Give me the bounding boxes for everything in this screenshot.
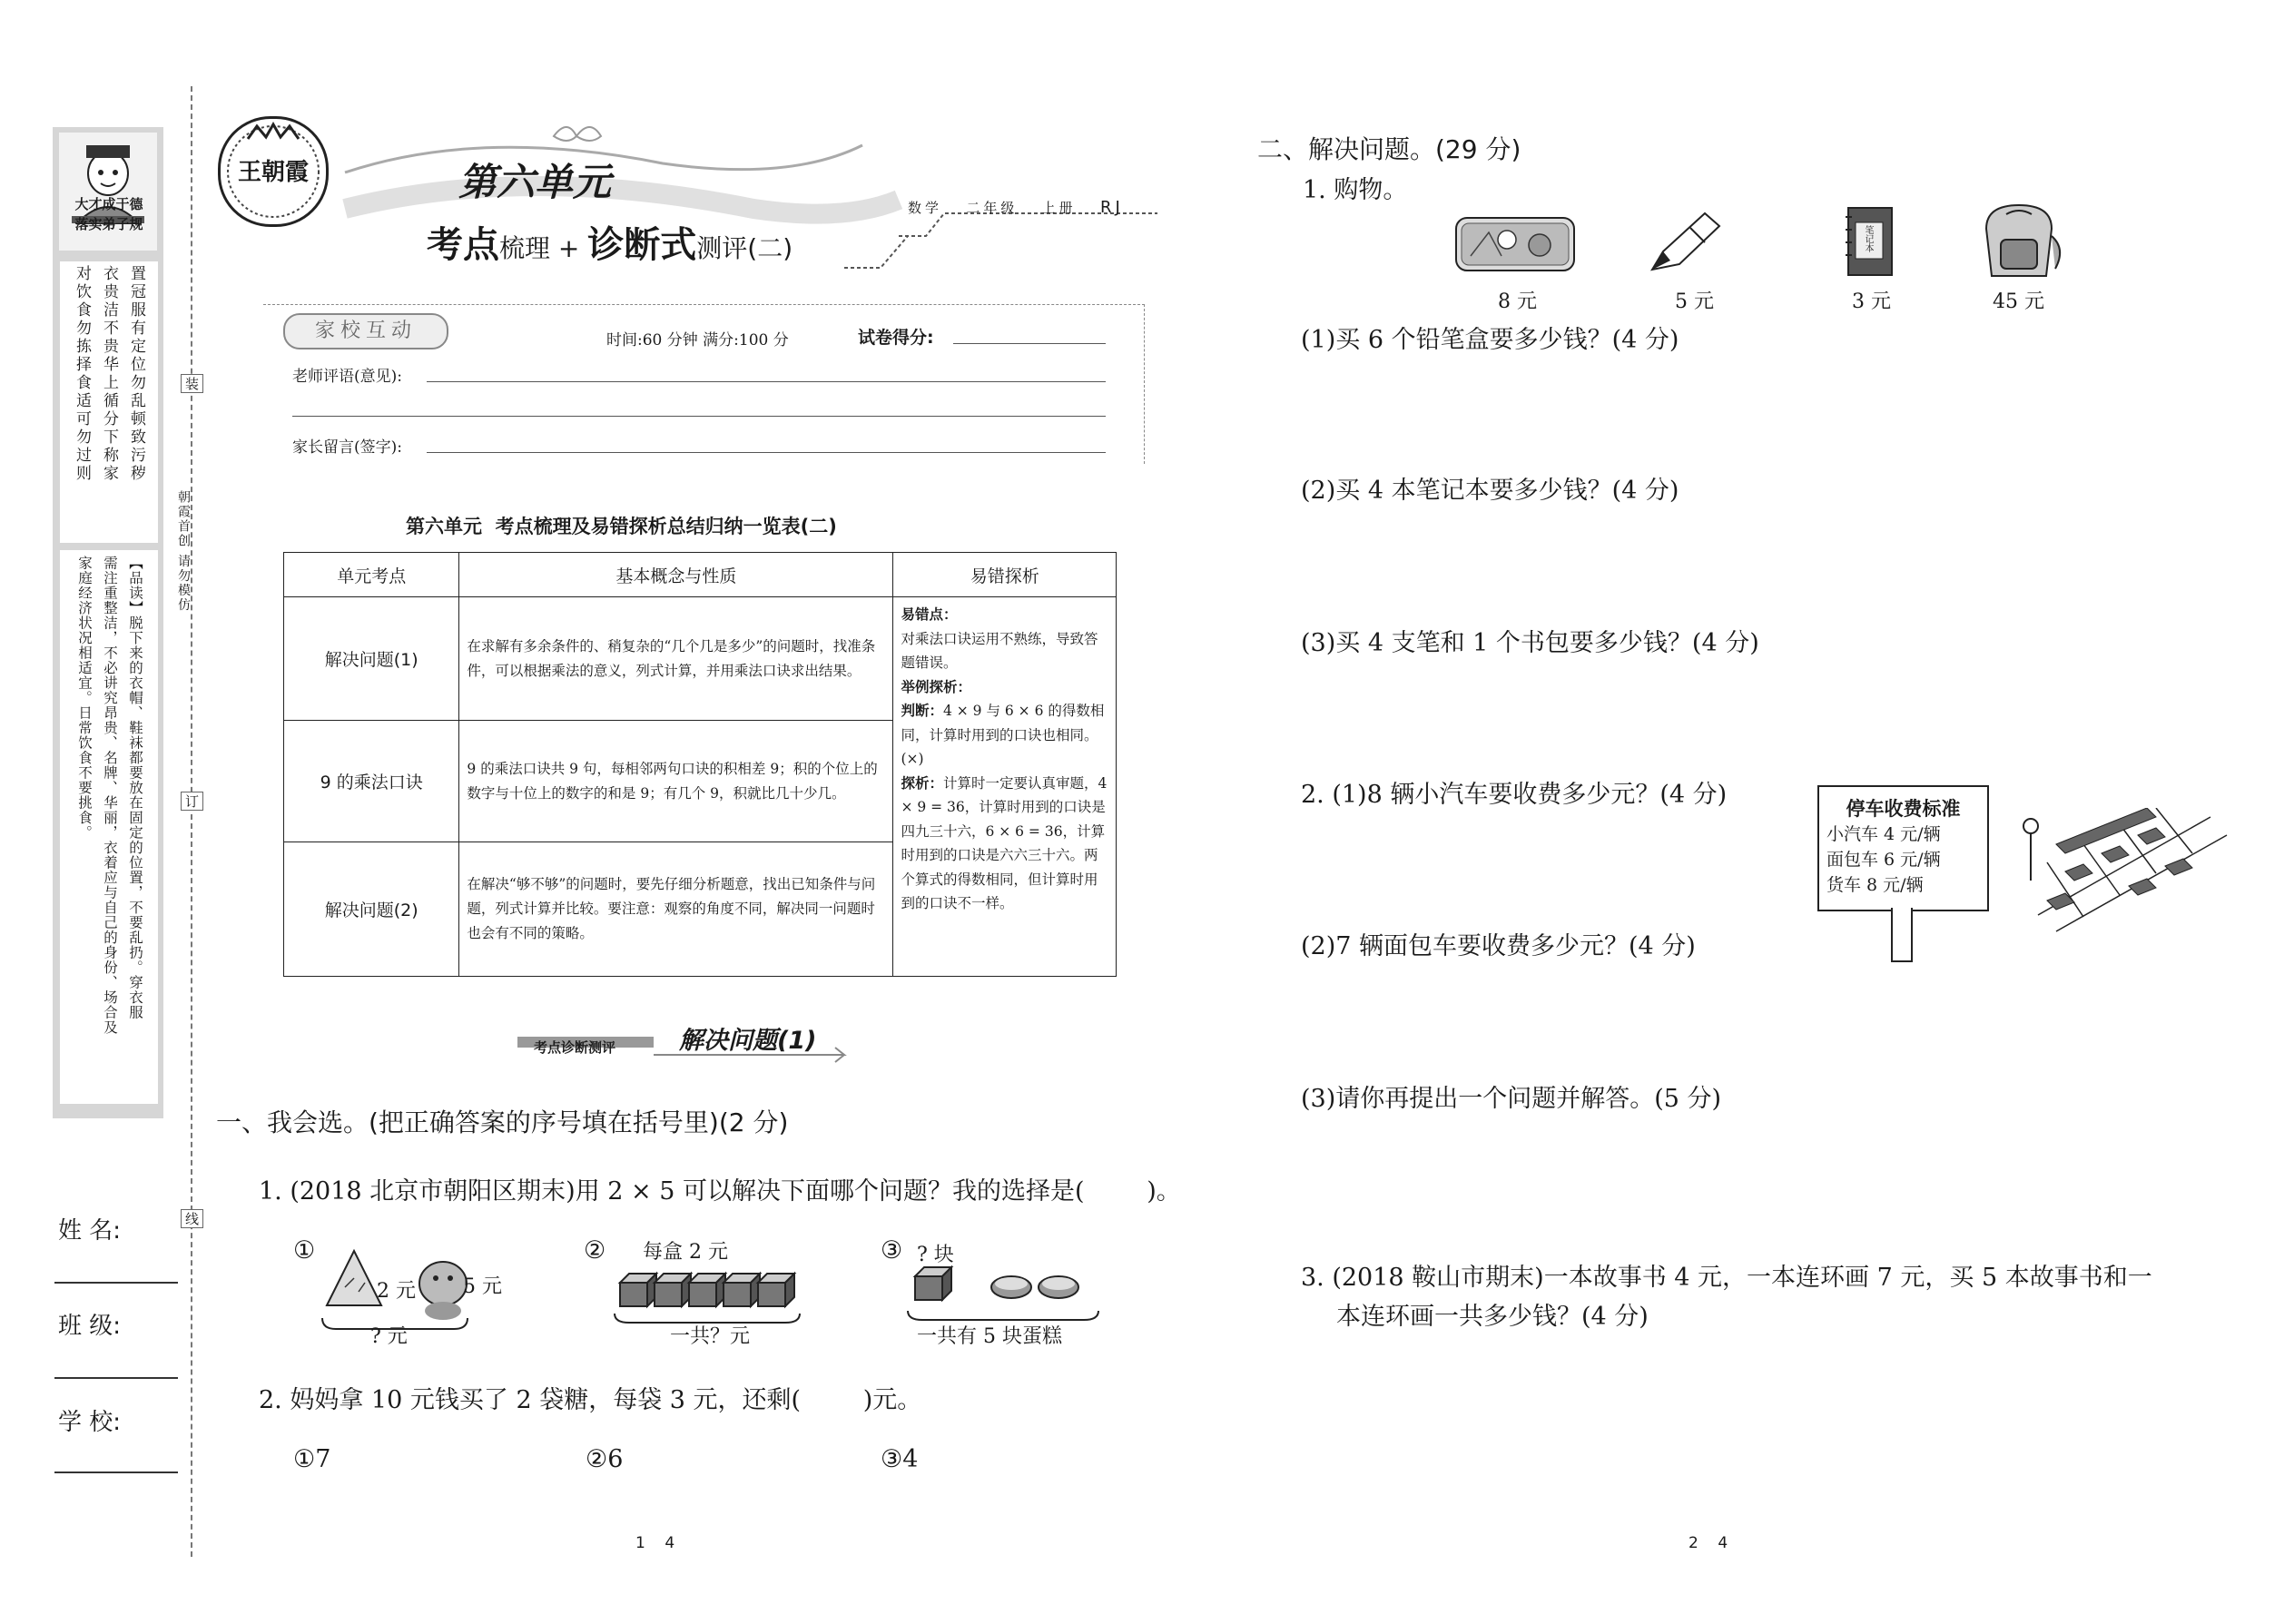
tag-edition: RJ xyxy=(1099,198,1124,217)
banner-title: 解决问题(1) xyxy=(679,1027,817,1055)
question-2-3: (3)请你再提出一个问题并解答。(5 分) xyxy=(1301,1085,1722,1113)
motto-bottom: 落实弟子规 xyxy=(74,216,143,232)
home-school-badge: 家校互动 xyxy=(283,313,448,349)
table-caption: 第六单元 考点梳理及易错探析总结归纳一览表(二) xyxy=(406,516,837,537)
section2-title: 二、解决问题。(29 分) xyxy=(1257,134,1521,164)
item-price: 3 元 xyxy=(1852,290,1891,313)
bind-mark-bottom: 线 xyxy=(181,1209,203,1228)
question-1-3: (3)买 4 支笔和 1 个书包要多少钱？(4 分) xyxy=(1301,629,1759,657)
cakes-icon xyxy=(906,1264,1115,1327)
parent-comment-field[interactable] xyxy=(427,452,1106,453)
table-concept: 在求解有多余条件的、稍复杂的“几个几是多少”的问题时，找准条件，可以根据乘法的意义，列式计算，并用乘法口诀求出结果。 xyxy=(459,597,893,721)
question-1-1: (1)买 6 个铅笔盒要多少钱？(4 分) xyxy=(1301,326,1679,354)
class-label: 班 级: xyxy=(58,1313,122,1340)
teacher-comment-line2[interactable] xyxy=(292,416,1106,417)
left-page-number: 1 4 xyxy=(635,1534,675,1552)
teacher-comment-label: 老师评语(意见): xyxy=(292,368,402,386)
brand-logo xyxy=(218,116,329,227)
question-3-line2: 本连环画一共多少钱？(4 分) xyxy=(1336,1303,1649,1331)
parking-fee-sign xyxy=(1817,785,1989,911)
error-analysis-cell xyxy=(893,597,1117,977)
fountain-pen-icon xyxy=(1643,204,1734,277)
question-1: 1. (2018 北京市朝阳区期末)用 2 × 5 可以解决下面哪个问题？我的选择是( )。 xyxy=(259,1177,1181,1206)
bind-mark-top: 装 xyxy=(181,374,203,393)
judge-block: 判断：4 × 9 与 6 × 6 的得数相同，计算时用到的口诀也相同。(×) xyxy=(901,703,1105,767)
q1-opt3-total: 一共有 5 块蛋糕 xyxy=(917,1325,1062,1348)
question-2-2: (2)7 辆面包车要收费多少元？(4 分) xyxy=(1301,932,1696,960)
table-header: 单元考点 xyxy=(284,553,459,597)
school-label: 学 校: xyxy=(58,1409,122,1436)
sign-line: 面包车 6 元/辆 xyxy=(1826,850,1941,870)
rules-col1: 置冠服有定位勿乱顿致污秽 xyxy=(127,265,145,483)
table-concept: 9 的乘法口诀共 9 句，每相邻两句口诀的积相差 9；积的个位上的数字与十位上的数字的和是 9；有几个 9，积就比几十少几。 xyxy=(459,721,893,842)
reading-col3: 家庭经济状况相适宜。日常饮食不要挑食。 xyxy=(76,556,93,841)
table-topic: 解决问题(1) xyxy=(284,597,459,721)
name-field[interactable] xyxy=(54,1282,178,1284)
tag-grade: 二年级 xyxy=(966,200,1019,216)
sign-title: 停车收费标准 xyxy=(1846,798,1961,820)
summary-table xyxy=(283,552,1117,977)
question-2: 2. 妈妈拿 10 元钱买了 2 袋糖，每袋 3 元，还剩( )元。 xyxy=(259,1386,922,1414)
q1-opt2-top: 每盒 2 元 xyxy=(643,1241,728,1264)
table-topic: 9 的乘法口诀 xyxy=(284,721,459,842)
unit-title: 第六单元 xyxy=(458,160,612,204)
q2-option3[interactable]: ③4 xyxy=(881,1445,919,1473)
table-topic: 解决问题(2) xyxy=(284,842,459,977)
q1-opt1-price-b: 5 元 xyxy=(463,1275,502,1298)
notebook-cover-label: 笔记本 xyxy=(1863,225,1873,252)
tag-subject: 数学 xyxy=(908,200,943,216)
pencil-case-icon xyxy=(1452,211,1580,276)
backpack-icon xyxy=(1970,200,2070,281)
rules-col2: 衣贵洁不贵华上循分下称家 xyxy=(100,265,118,483)
reading-col1: 【品读】脱下来的衣帽、鞋袜都要放在固定的位置，不要乱扔。穿衣服 xyxy=(127,556,143,1020)
explore-block: 探析：计算时一定要认真审题，4 × 9 = 36，计算时用到的口诀是四九三十六，6 × 6 = 36，计算时用到的口诀是六六三十六。两个算式的得数相同，但计算时用到的口诀不一样。 xyxy=(901,774,1108,911)
sign-line: 小汽车 4 元/辆 xyxy=(1826,824,1941,844)
school-field[interactable] xyxy=(54,1471,178,1473)
main-title: 考点梳理 + 诊断式测评(二) xyxy=(427,224,793,266)
item-price: 8 元 xyxy=(1498,290,1537,313)
subject-tags xyxy=(908,198,1124,217)
example-label: 举例探析： xyxy=(901,678,971,695)
question-1-2: (2)买 4 本笔记本要多少钱？(4 分) xyxy=(1301,477,1679,505)
error-point-text: 对乘法口诀运用不熟练，导致答题错误。 xyxy=(901,630,1098,671)
error-point-label: 易错点： xyxy=(901,606,958,623)
motto-top: 大才成于德 xyxy=(74,196,143,212)
item-price: 5 元 xyxy=(1675,290,1714,313)
score-label: 试卷得分: xyxy=(858,328,934,348)
question-2-1: 2. (1)8 辆小汽车要收费多少元？(4 分) xyxy=(1301,781,1728,809)
bind-mark-middle: 订 xyxy=(181,792,203,811)
table-header: 基本概念与性质 xyxy=(459,553,893,597)
right-page-number: 2 4 xyxy=(1689,1534,1728,1552)
time-info: 时间:60 分钟 满分:100 分 xyxy=(606,331,789,349)
score-field[interactable] xyxy=(953,343,1106,344)
sign-line: 货车 8 元/辆 xyxy=(1826,875,1924,895)
q1-opt1-total: ? 元 xyxy=(370,1325,408,1348)
sign-post xyxy=(1891,908,1913,962)
table-concept: 在解决“够不够”的问题时，要先仔细分析题意，找出已知条件与问题，列式计算并比较。要注意：观察的角度不同，解决同一问题时也会有不同的策略。 xyxy=(459,842,893,977)
parent-comment-label: 家长留言(签字): xyxy=(292,438,402,457)
q1-opt2-total: 一共？元 xyxy=(670,1325,751,1348)
q1-opt1-price-a: 2 元 xyxy=(377,1280,416,1303)
q2-option2[interactable]: ②6 xyxy=(586,1445,624,1473)
reading-col2: 需注重整洁，不必讲究昂贵、名牌、华丽，衣着应与自己的身份、场合及 xyxy=(102,556,118,1035)
copyright-notice: 朝霞首创 请勿模仿 xyxy=(176,490,191,613)
shopping-title: 1. 购物。 xyxy=(1303,176,1408,204)
class-field[interactable] xyxy=(54,1377,178,1379)
q1-option3-number[interactable]: ③ xyxy=(881,1236,903,1265)
logo-text: 王朝霞 xyxy=(237,159,309,186)
item-price: 45 元 xyxy=(1993,290,2044,313)
tag-term: 上册 xyxy=(1041,200,1077,216)
question-3-line1: 3. (2018 鞍山市期末)一本故事书 4 元，一本连环画 7 元，买 5 本故事书和一 xyxy=(1301,1264,2152,1292)
q1-option2-number[interactable]: ② xyxy=(584,1236,606,1265)
q1-opt3-top: ? 块 xyxy=(917,1244,954,1266)
table-header: 易错探析 xyxy=(893,553,1117,597)
section1-title: 一、我会选。(把正确答案的序号填在括号里)(2 分) xyxy=(216,1107,789,1137)
table-row xyxy=(284,597,1117,721)
banner-label: 考点诊断测评 xyxy=(534,1039,616,1056)
rules-col3: 对饮食勿拣择食适可勿过则 xyxy=(73,265,91,483)
teacher-comment-field[interactable] xyxy=(427,381,1106,382)
q2-option1[interactable]: ①7 xyxy=(293,1445,331,1473)
name-label: 姓 名: xyxy=(58,1217,122,1245)
parking-lot-icon xyxy=(2020,808,2229,935)
q1-option1-number[interactable]: ① xyxy=(293,1236,316,1265)
binding-line xyxy=(191,86,192,1557)
